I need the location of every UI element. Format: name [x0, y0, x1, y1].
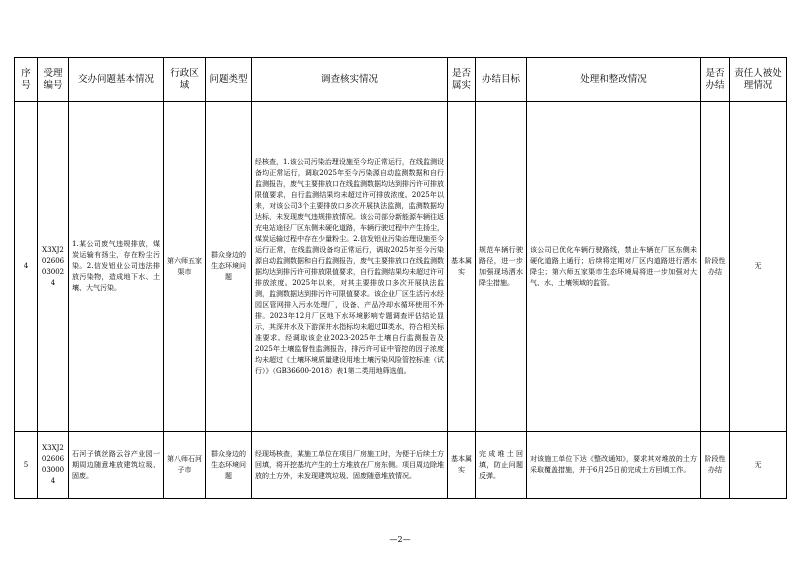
cell-id: X3XJ202606030024 — [38, 102, 69, 432]
cell-seq: 5 — [15, 432, 38, 499]
cell-investigation: 经现场核查，某施工单位在项目厂房施工时，为便于后续土方回填，将开挖基坑产生的土方堆放在厂房东侧。项目周边除堆放的土方外，未发现建筑垃圾、固废随意堆放情况。 — [252, 432, 448, 499]
header-investigation: 调查核实情况 — [252, 58, 448, 102]
header-goal: 办结目标 — [476, 58, 527, 102]
cell-seq: 4 — [15, 102, 38, 432]
cell-goal: 完成堆土回填，防止问题反弹。 — [476, 432, 527, 499]
cell-done: 阶段性办结 — [701, 432, 730, 499]
cell-id: X3XJ202606030004 — [38, 432, 69, 499]
header-id: 受理编号 — [38, 58, 69, 102]
cell-problem: 石河子镇丝路云谷产业园一期周边随意堆放建筑垃圾、固废。 — [69, 432, 164, 499]
cell-goal: 规范车辆行驶路径，进一步加强现场洒水降尘措施。 — [476, 102, 527, 432]
cell-type: 群众身边的生态环境问题 — [206, 432, 252, 499]
header-type: 问题类型 — [206, 58, 252, 102]
header-true: 是否属实 — [448, 58, 476, 102]
cell-region: 第八师石河子市 — [164, 432, 206, 499]
cell-handling: 该公司已优化车辆行驶路线，禁止车辆在厂区东侧未硬化道路上通行；后续将定期对厂区内道路进行洒水降尘；第六师五家渠市生态环境局将进一步加强对大气、水、土壤领域的监管。 — [527, 102, 701, 432]
header-handling: 处理和整改情况 — [527, 58, 701, 102]
header-region: 行政区域 — [164, 58, 206, 102]
cell-true: 基本属实 — [448, 102, 476, 432]
cell-investigation: 经核查，1.该公司污染治理设施至今均正常运行，在线监测设备均正常运行，调取2025年至今污染源自动监测数据和自行监测报告，废气主要排放口在线监测数据均达到排污许可排放限值要求，自行监测结果均未超过许可排放浓度。2025年以来，对该公司3个主要排放口多次开展执法监测，监测数据均达标，未发现废气违规排放情况。该公司部分新能源车辆往返充电站途径厂区东侧未硬化道路，车辆行驶过程中产生扬尘，煤炭运输过程中存在少量粉尘。2.信发铝业污染治理设施至今运行正常，在线监测设备均正常运行，调取2025年至今污染源自动监测数据和自行监测报告，废气主要排放口在线监测数据均达到排污许可排放限值要求，自行监测结果均未超过许可排放浓度。2025年以来，对其主要排放口多次开展执法监测，监测数据达到排污许可限值要求。该企业厂区生活污水经园区管网排入污水处理厂，设备、产品冷却水循环使用不外排。2023年12月厂区地下水环境影响专题调查评估结论显示，其深井水及下游深井水指标均未超过Ⅲ类水，符合相关标准要求。经调取该企业2023-2025年土壤自行监测报告及2025年土壤监督性监测报告，排污许可证中管控的因子浓度均未超过《土壤环境质量建设用地土壤污染风险管控标准（试行）》（GB36600-2018）表1第二类用地筛选值。 — [252, 102, 448, 432]
cell-type: 群众身边的生态环境问题 — [206, 102, 252, 432]
header-done: 是否办结 — [701, 58, 730, 102]
page-number: —2— — [389, 535, 411, 544]
cell-problem: 1.某公司废气违规排放，煤炭运输有扬尘，存在粉尘污染。2.信发铝业公司违法排放污染物，造成地下水、土壤、大气污染。 — [69, 102, 164, 432]
table-row — [15, 432, 787, 499]
header-problem: 交办问题基本情况 — [69, 58, 164, 102]
case-table — [14, 57, 787, 499]
table-row — [15, 102, 787, 432]
cell-done: 阶段性办结 — [701, 102, 730, 432]
cell-responsible: 无 — [730, 432, 787, 499]
cell-handling: 对该施工单位下达《整改通知》，要求其对堆放的土方采取覆盖措施，并于6月25日前完成土方回填工作。 — [527, 432, 701, 499]
cell-true: 基本属实 — [448, 432, 476, 499]
cell-responsible: 无 — [730, 102, 787, 432]
header-seq: 序号 — [15, 58, 38, 102]
header-responsible: 责任人被处理情况 — [730, 58, 787, 102]
table-header-row — [15, 58, 787, 102]
cell-region: 第六师五家渠市 — [164, 102, 206, 432]
